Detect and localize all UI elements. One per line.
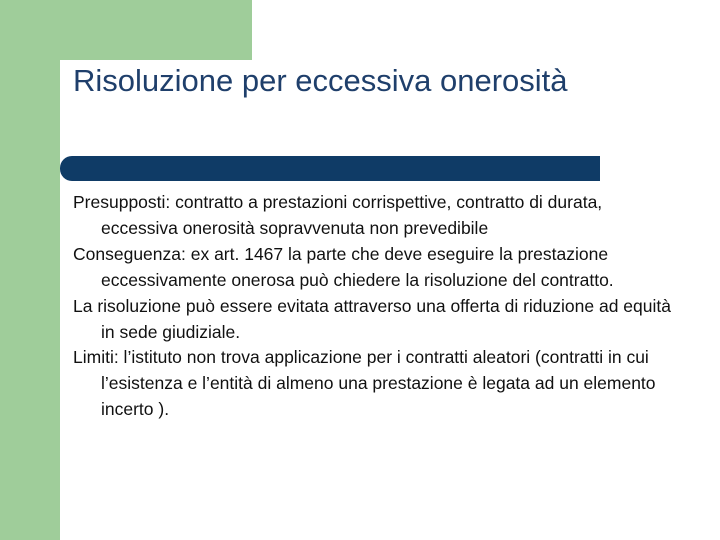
paragraph-limiti: Limiti: l’istituto non trova applicazione per i contratti aleatori (contratti in cui l’esistenza e l’entità di almeno una prestazione è legata ad un elemento incerto ).	[73, 347, 656, 420]
paragraph-conseguenza: Conseguenza: ex art. 1467 la parte che deve eseguire la prestazione eccessivamente onerosa può chiedere la risoluzione del contratto.	[73, 243, 614, 290]
slide-title: Risoluzione per eccessiva onerosità	[73, 63, 568, 98]
title-underline-bar	[60, 156, 600, 181]
decorative-top-band	[0, 0, 252, 60]
body-text	[73, 190, 673, 423]
paragraph-presupposti: Presupposti: contratto a prestazioni corrispettive, contratto di durata, eccessiva onerosità sopravvenuta non prevedibile	[73, 192, 603, 238]
decorative-side-band	[0, 0, 60, 540]
paragraph-risoluzione-evitata: La risoluzione può essere evitata attraverso una offerta di riduzione ad equità in sede giudiziale.	[73, 295, 671, 342]
